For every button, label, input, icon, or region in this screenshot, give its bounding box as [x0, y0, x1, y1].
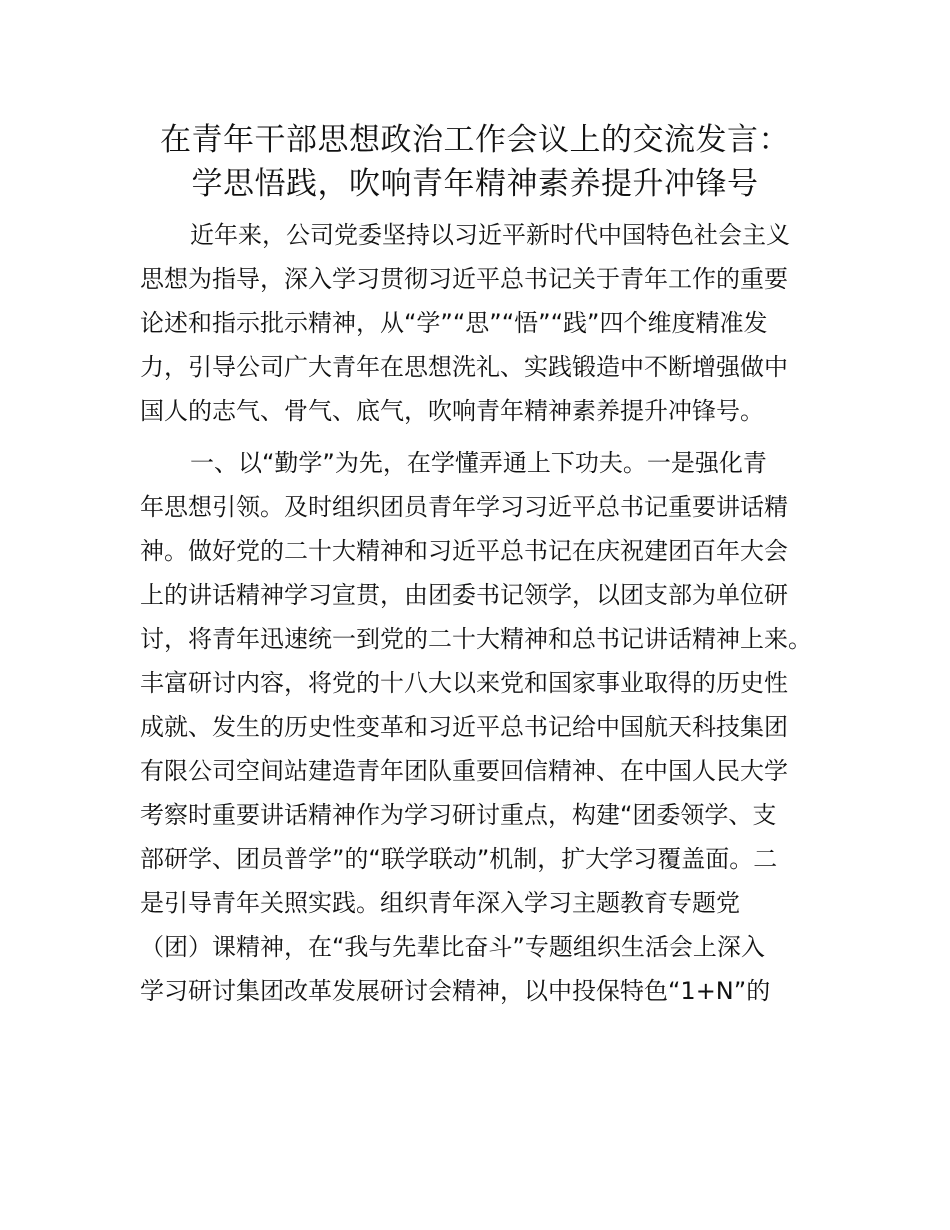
paragraph-line: 力，引导公司广大青年在思想洗礼、实践锻造中不断增强做中: [140, 353, 788, 381]
paragraph-line: 部研学、团员普学”的“联学联动”机制，扩大学习覆盖面。二: [140, 845, 778, 873]
document-title-line-2: 学思悟践，吹响青年精神素养提升冲锋号: [191, 166, 759, 202]
paragraph-line: 考察时重要讲话精神作为学习研讨重点，构建“团委领学、支: [140, 801, 777, 829]
paragraph-line: 思想为指导，深入学习贯彻习近平总书记关于青年工作的重要: [140, 265, 788, 293]
paragraph-line: 一、以“勤学”为先，在学懂弄通上下功夫。一是强化青: [190, 449, 767, 477]
paragraph-line: 国人的志气、骨气、底气，吹响青年精神素养提升冲锋号。: [140, 397, 764, 425]
paragraph-line: 学习研讨集团改革发展研讨会精神，以中投保特色“1+N”的: [140, 977, 771, 1005]
paragraph-line: 讨，将青年迅速统一到党的二十大精神和总书记讲话精神上来。: [140, 625, 812, 653]
paragraph-line: 神。做好党的二十大精神和习近平总书记在庆祝建团百年大会: [140, 537, 788, 565]
paragraph-line: 有限公司空间站建造青年团队重要回信精神、在中国人民大学: [140, 757, 788, 785]
paragraph-line: 近年来，公司党委坚持以习近平新时代中国特色社会主义: [190, 221, 790, 249]
paragraph-line: （团）课精神，在“我与先辈比奋斗”专题组织生活会上深入: [140, 933, 765, 961]
paragraph-line: 上的讲话精神学习宣贯，由团委书记领学，以团支部为单位研: [140, 581, 788, 609]
document-title-line-1: 在青年干部思想政治工作会议上的交流发言：: [160, 122, 790, 158]
paragraph-line: 是引导青年关照实践。组织青年深入学习主题教育专题党: [140, 889, 740, 917]
paragraph-line: 年思想引领。及时组织团员青年学习习近平总书记重要讲话精: [140, 493, 788, 521]
paragraph-line: 成就、发生的历史性变革和习近平总书记给中国航天科技集团: [140, 713, 788, 741]
paragraph-line: 丰富研讨内容，将党的十八大以来党和国家事业取得的历史性: [140, 669, 788, 697]
paragraph-line: 论述和指示批示精神，从“学”“思”“悟”“践”四个维度精准发: [140, 309, 768, 337]
